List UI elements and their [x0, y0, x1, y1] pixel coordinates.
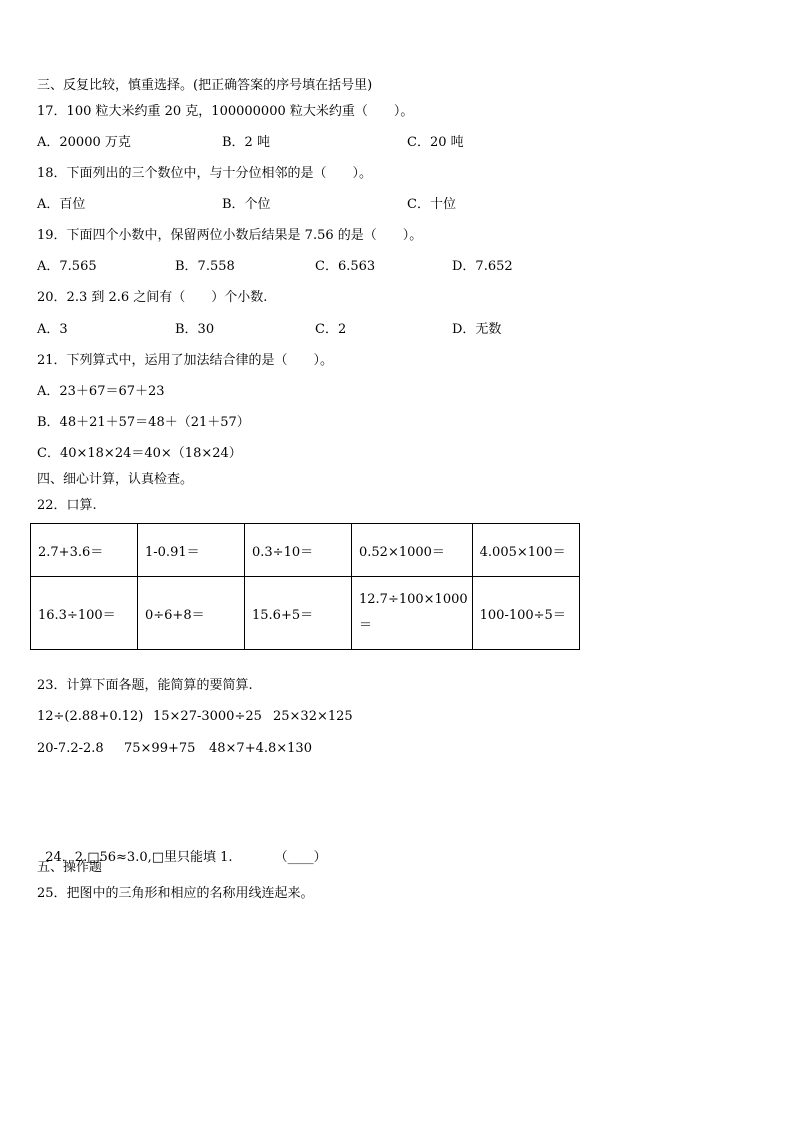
- option-b[interactable]: B．48＋21＋57＝48＋（21＋57）: [37, 415, 250, 430]
- question-23-line-1: [37, 709, 737, 725]
- table-cell: 0.52×1000＝: [352, 524, 473, 577]
- option-a[interactable]: A．20000 万克: [37, 135, 131, 150]
- section-4-heading: 四、细心计算，认真检查。: [37, 472, 194, 487]
- option-b[interactable]: B．2 吨: [222, 135, 270, 150]
- option-d[interactable]: D．7.652: [452, 259, 513, 274]
- table-cell: 1-0.91＝: [138, 524, 245, 577]
- question-23-title: 23．计算下面各题，能简算的要简算.: [37, 678, 253, 693]
- option-c[interactable]: C．十位: [407, 197, 456, 212]
- question-19-options: [37, 259, 737, 275]
- option-c[interactable]: C．20 吨: [407, 135, 464, 150]
- table-cell: 15.6+5＝: [245, 577, 352, 650]
- option-b[interactable]: B．个位: [222, 197, 271, 212]
- section-5-heading: 五、操作题: [37, 860, 103, 875]
- expression: 20-7.2-2.8: [37, 741, 104, 756]
- question-19: 19．下面四个小数中，保留两位小数后结果是 7.56 的是（ ）。: [37, 228, 423, 243]
- question-20: 20．2.3 到 2.6 之间有（ ）个小数.: [37, 290, 268, 305]
- expression: 75×99+75: [124, 741, 196, 756]
- question-22-title: 22．口算.: [37, 498, 97, 513]
- table-cell: 0÷6+8＝: [138, 577, 245, 650]
- table-cell: 2.7+3.6＝: [31, 524, 138, 577]
- expression: 48×7+4.8×130: [209, 741, 312, 756]
- question-21: 21．下列算式中，运用了加法结合律的是（ ）。: [37, 353, 334, 368]
- option-d[interactable]: D．无数: [452, 322, 502, 337]
- expression: 15×27-3000÷25: [153, 709, 262, 724]
- question-20-options: [37, 322, 737, 338]
- option-a[interactable]: A．23＋67＝67＋23: [37, 384, 165, 399]
- table-cell: 0.3÷10＝: [245, 524, 352, 577]
- option-a[interactable]: A．3: [37, 322, 68, 337]
- question-17-options: [37, 135, 737, 151]
- expression: 25×32×125: [273, 709, 353, 724]
- option-b[interactable]: B．7.558: [175, 259, 235, 274]
- table-cell: 100-100÷5＝: [472, 577, 579, 650]
- question-23-line-2: [37, 741, 737, 757]
- question-25: 25．把图中的三角形和相应的名称用线连起来。: [37, 886, 314, 901]
- mental-math-table: [30, 523, 580, 650]
- question-18-options: [37, 197, 737, 213]
- option-a[interactable]: A．7.565: [37, 259, 97, 274]
- option-a[interactable]: A．百位: [37, 197, 86, 212]
- expression: 12÷(2.88+0.12): [37, 709, 144, 724]
- question-24-text: 24．2.□56≈3.0,□里只能填 1.: [45, 850, 233, 865]
- table-cell: 4.005×100＝: [472, 524, 579, 577]
- answer-blank[interactable]: （____）: [274, 850, 327, 865]
- option-c[interactable]: C．40×18×24＝40×（18×24）: [37, 446, 242, 461]
- option-c[interactable]: C．2: [315, 322, 347, 337]
- section-3-heading: 三、反复比较，慎重选择。(把正确答案的序号填在括号里): [37, 78, 373, 93]
- table-cell: 16.3÷100＝: [31, 577, 138, 650]
- question-17: 17．100 粒大米约重 20 克，100000000 粒大米约重（ ）。: [37, 104, 414, 119]
- table-cell: 12.7÷100×1000＝: [352, 577, 473, 650]
- table-row: [31, 577, 580, 650]
- question-18: 18．下面列出的三个数位中，与十分位相邻的是（ ）。: [37, 166, 373, 181]
- table-row: [31, 524, 580, 577]
- option-c[interactable]: C．6.563: [315, 259, 376, 274]
- option-b[interactable]: B．30: [175, 322, 215, 337]
